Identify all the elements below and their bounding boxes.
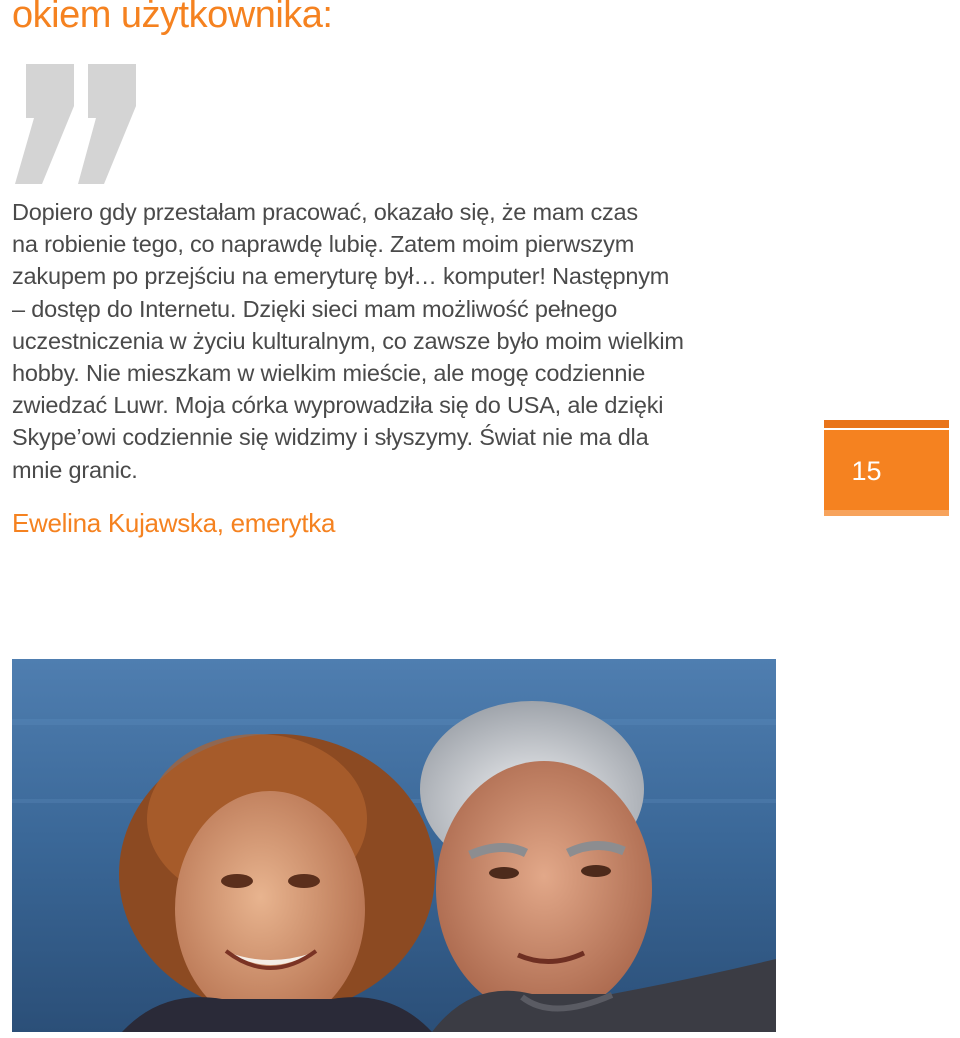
couple-photo <box>12 659 776 1032</box>
quote-line: na robienie tego, co naprawdę lubię. Zatem moim pierwszym <box>12 231 635 258</box>
section-heading: okiem użytkownika: <box>12 0 333 36</box>
quote-line: mnie granic. <box>12 456 138 483</box>
man-face <box>436 761 652 1017</box>
page-tab-top-strip <box>824 420 949 428</box>
quote-line: Dopiero gdy przestałam pracować, okazało się, że mam czas <box>12 199 638 225</box>
page-number: 15 <box>851 456 882 486</box>
page-number-tab <box>824 420 949 516</box>
quote-line: Skype’owi codziennie się widzimy i słyszymy. Świat nie ma dla <box>12 424 649 451</box>
quote-author: Ewelina Kujawska, emerytka <box>12 508 336 538</box>
quote-line: zakupem po przejściu na emeryturę był… komputer! Następnym <box>12 263 670 290</box>
quote-line: zwiedzać Luwr. Moja córka wyprowadziła się do USA, ale dzięki <box>12 392 664 419</box>
quote-line: – dostęp do Internetu. Dzięki sieci mam możliwość pełnego <box>12 295 618 322</box>
quote-mark-icon <box>12 62 140 184</box>
woman-face <box>175 791 365 1027</box>
page-tab-bottom-strip <box>824 510 949 516</box>
woman-clothing <box>122 997 432 1032</box>
quote-line: uczestniczenia w życiu kulturalnym, co zawsze było moim wielkim <box>12 327 684 354</box>
quote-line: hobby. Nie mieszkam w wielkim mieście, ale mogę codziennie <box>12 360 646 387</box>
couple-photo-illustration <box>12 659 776 1032</box>
testimonial-quote <box>12 196 792 486</box>
